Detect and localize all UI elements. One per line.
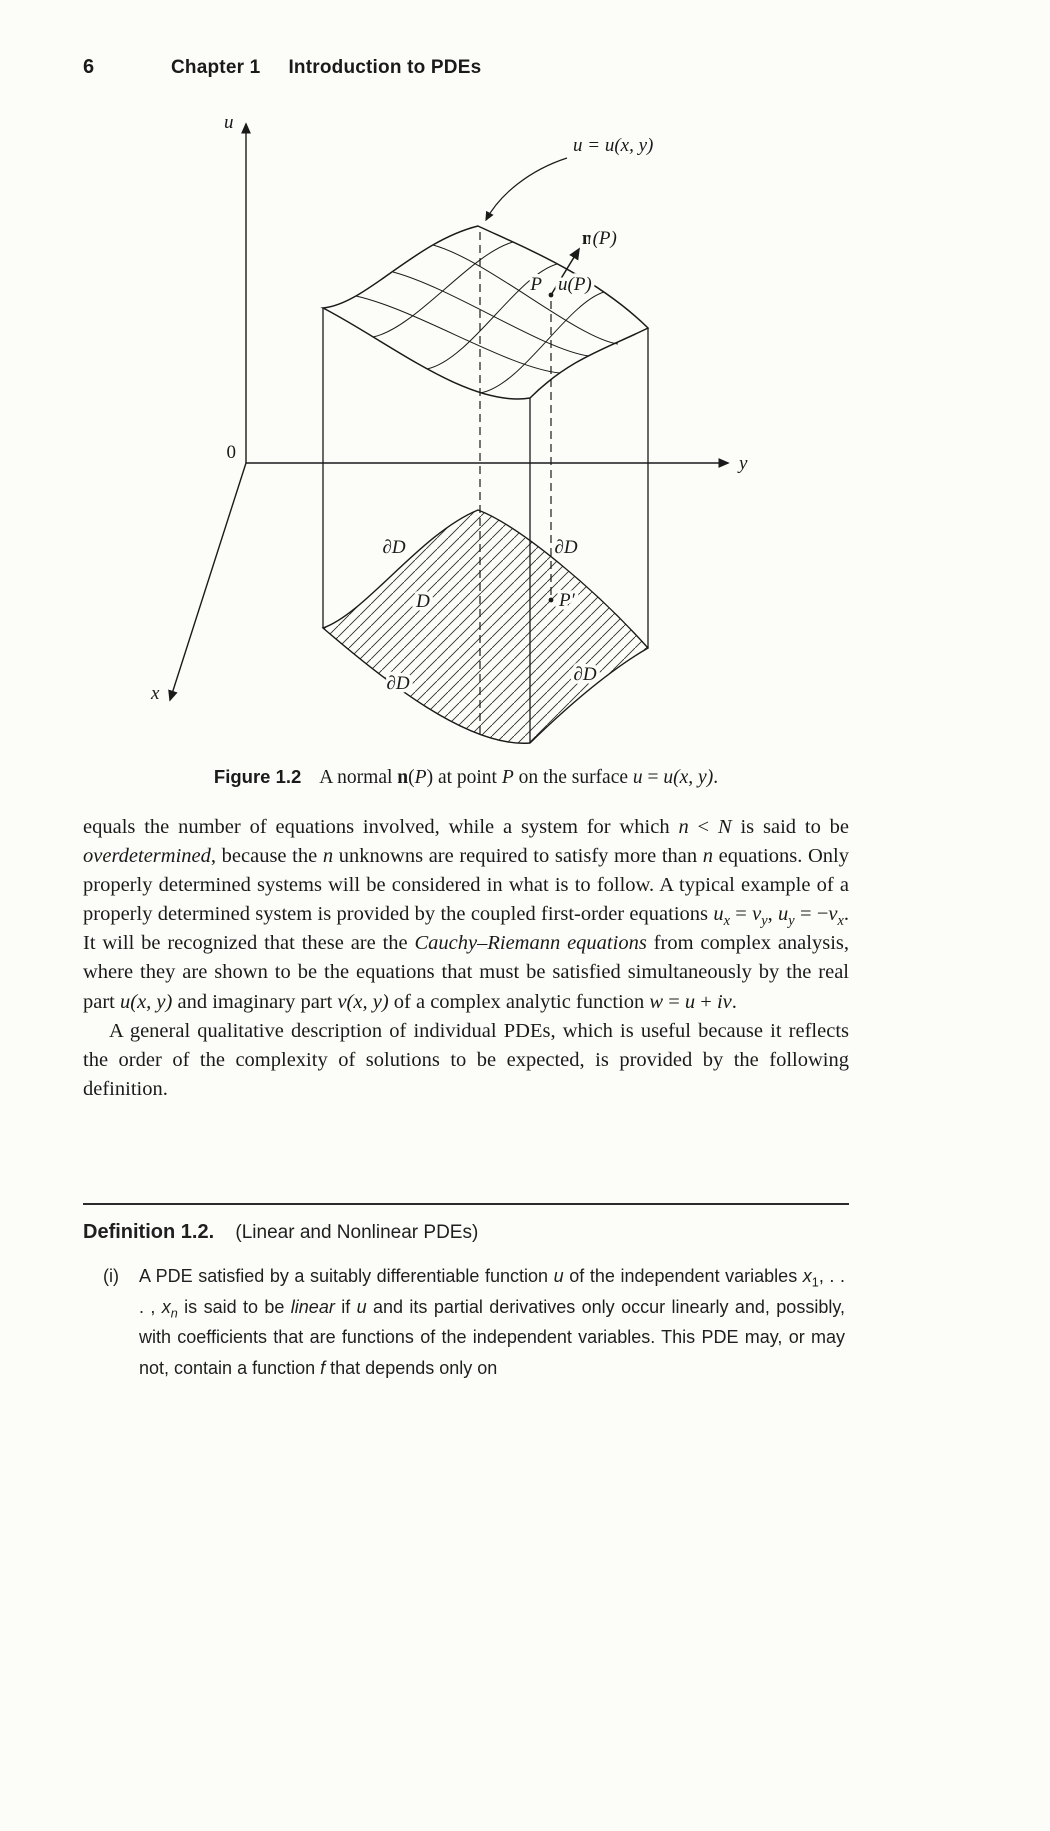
- body-paragraph-2: A general qualitative description of individual PDEs, which is useful because it reflects the order of the complexity of solutions to be expected, is provided by the following definition.: [83, 1019, 849, 1100]
- figure-1-2: [118, 98, 798, 766]
- figure-caption-text: A normal n(P) at point P on the surface u = u(x, y).: [319, 767, 719, 788]
- body-paragraph-1: equals the number of equations involved, while a system for which n < N is said to be overdetermined, because the n unknowns are required to satisfy more than n equations. Only properly determined systems will be considered in what is to follow. A typical example of a properly determined system is provided by the coupled first-order equations $u_x = v_y$, $u_y = -v_x$. It will be recognized that these are the Cauchy–Riemann equations from complex analysis, where they are shown to be the equations that must be satisfied simultaneously by the real part u(x, y) and imaginary part v(x, y) of a complex analytic function w = u + iv.: [83, 816, 850, 1013]
- y-axis-label: y: [739, 453, 748, 474]
- origin-label: 0: [226, 442, 236, 463]
- surface-label-leader-arrow: [486, 158, 567, 220]
- normal-label-arg: (P): [592, 228, 617, 249]
- definition-label: Definition 1.2.: [83, 1221, 215, 1243]
- body-text: [83, 813, 849, 1104]
- u-of-p-label: u(P): [558, 274, 592, 295]
- u-axis-label: u: [224, 112, 234, 133]
- domain-D-label: D: [416, 591, 430, 612]
- boundary-dD-top-right-label: ∂D: [554, 537, 578, 558]
- section-rule: [83, 1203, 849, 1205]
- definition-item-i: [83, 1261, 849, 1383]
- point-p-label: P: [530, 274, 542, 295]
- page-number: 6: [83, 56, 95, 78]
- normal-label-n: n: [582, 228, 593, 249]
- figure-caption-label: Figure 1.2: [213, 766, 302, 787]
- figure-1-2-diagram: [118, 98, 798, 766]
- boundary-dD-bottom-left-label: ∂D: [386, 673, 410, 694]
- point-p-dot: [549, 293, 554, 298]
- point-p-prime-dot: [549, 598, 554, 603]
- x-axis-line: [170, 463, 246, 700]
- x-axis-label: x: [151, 683, 160, 704]
- definition-title: (Linear and Nonlinear PDEs): [235, 1222, 479, 1243]
- surface-equation-label: u = u(x, y): [573, 135, 654, 156]
- figure-caption: [83, 766, 849, 789]
- definition-item-text: A PDE satisfied by a suitably differentiable function u of the independent variables $x_1$, . . . , $x_n$ is said to be linear if u and its partial derivatives only occur linearly and, possibly, with coefficients that are functions of the independent variables. This PDE may, or may not, contain a function f that depends only on: [139, 1266, 846, 1378]
- definition-item-marker: (i): [103, 1266, 119, 1286]
- surface-patch: [323, 226, 648, 399]
- chapter-title: Introduction to PDEs: [288, 57, 482, 78]
- definition-heading: [83, 1221, 849, 1244]
- domain-region: [323, 510, 648, 743]
- point-p-prime-label: P′: [559, 590, 575, 611]
- chapter-label: Chapter 1: [171, 57, 261, 78]
- boundary-dD-top-left-label: ∂D: [382, 537, 406, 558]
- boundary-dD-bottom-right-label: ∂D: [573, 664, 597, 685]
- definition-block: [83, 1221, 849, 1383]
- normal-vector-label: [582, 228, 617, 249]
- running-head: [83, 56, 849, 79]
